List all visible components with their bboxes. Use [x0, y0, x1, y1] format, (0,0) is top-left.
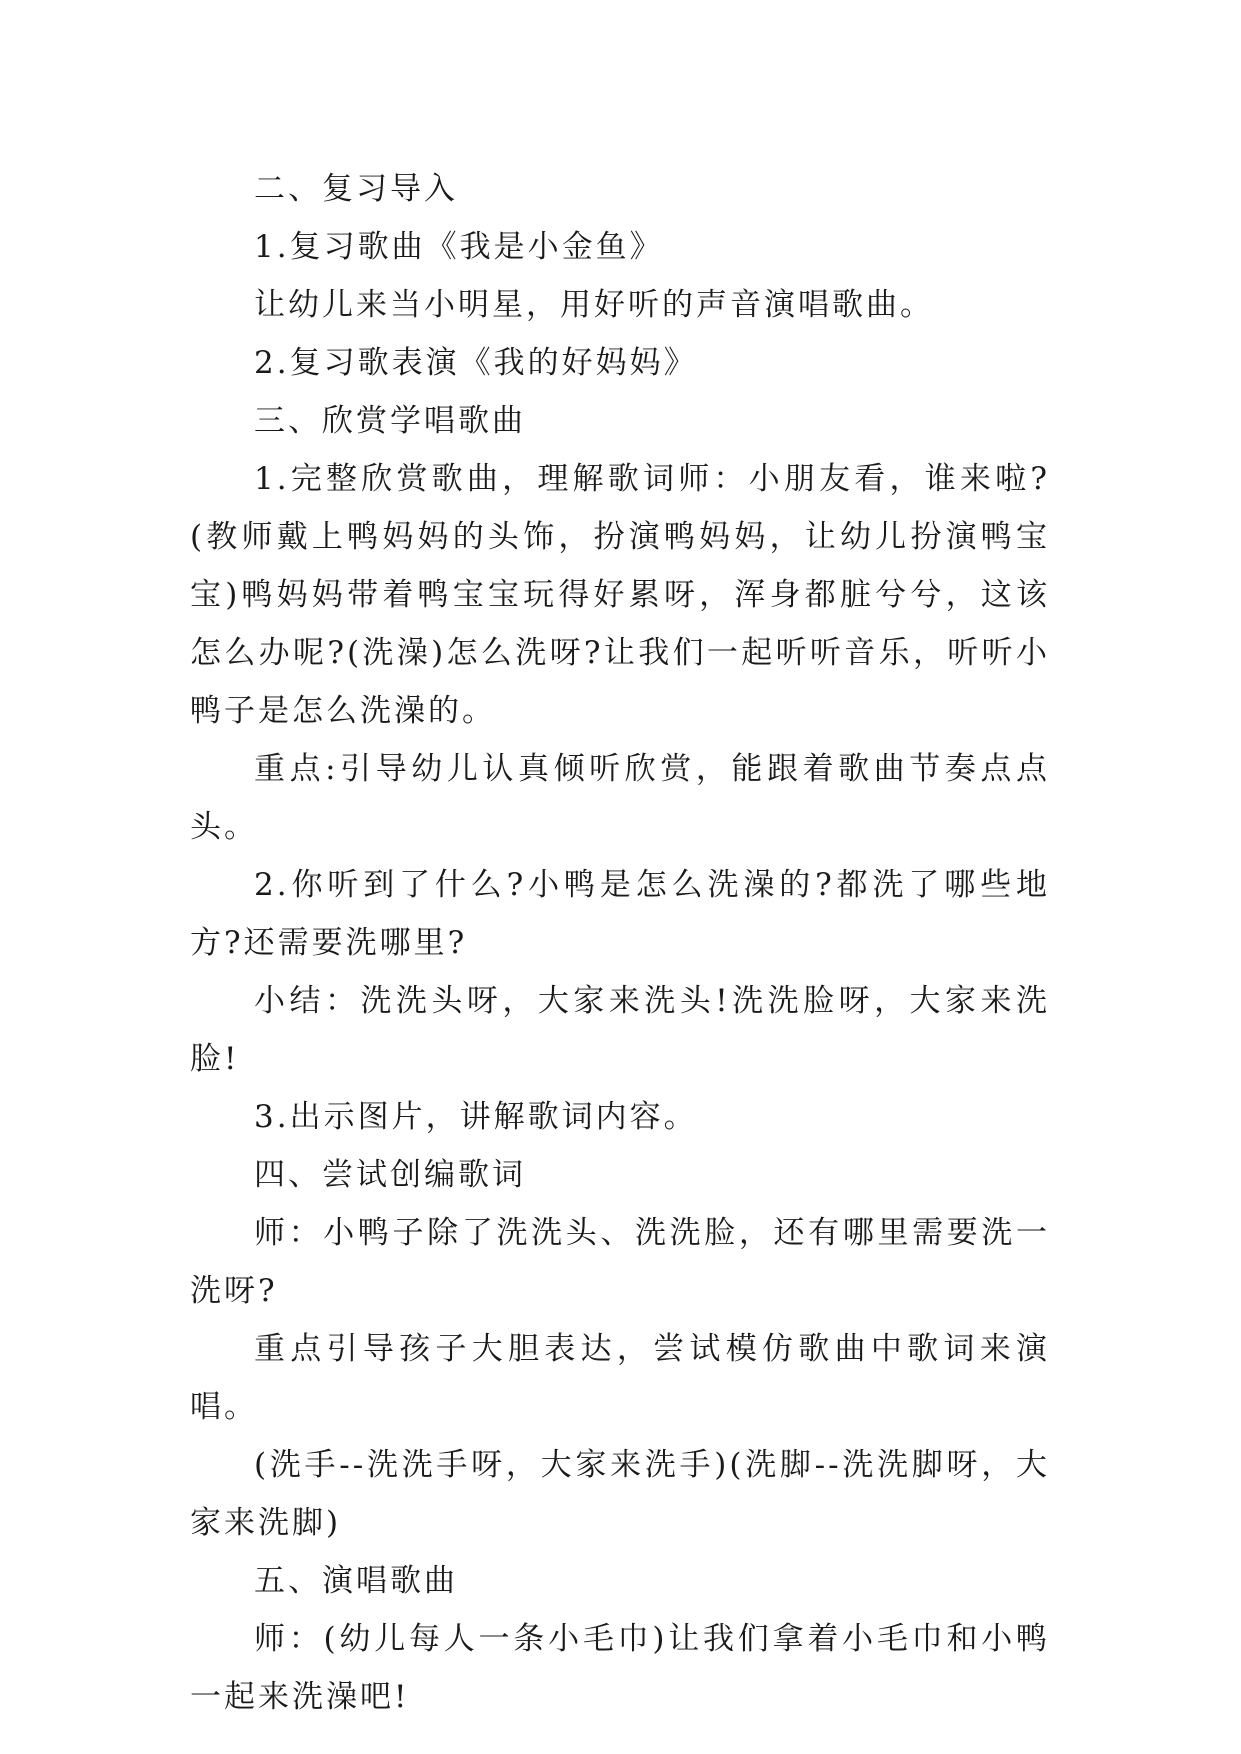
paragraph-show-pictures: 3.出示图片，讲解歌词内容。: [254, 1099, 698, 1135]
section-heading-review: 二、复习导入: [254, 171, 458, 207]
paragraph-summary: 小结：洗洗头呀，大家来洗头!洗洗脸呀，大家来洗脸!: [190, 983, 1050, 1077]
paragraph-towel-bath: 师：(幼儿每人一条小毛巾)让我们拿着小毛巾和小鸭一起来洗澡吧!: [190, 1621, 1050, 1715]
paragraph-questions: 2.你听到了什么?小鸭是怎么洗澡的?都洗了哪些地方?还需要洗哪里?: [190, 867, 1050, 961]
paragraph-full-appreciation: 1.完整欣赏歌曲，理解歌词师：小朋友看，谁来啦?(教师戴上鸭妈妈的头饰，扮演鸭妈妈，让幼儿扮演鸭宝宝)鸭妈妈带着鸭宝宝玩得好累呀，浑身都脏兮兮，这该怎么办呢?(洗澡)怎么洗呀?让我们一起听听音乐，听听小鸭子是怎么洗澡的。: [190, 461, 1050, 729]
section-heading-sing: 五、演唱歌曲: [254, 1563, 458, 1599]
paragraph-review-song: 1.复习歌曲《我是小金鱼》: [254, 229, 664, 265]
paragraph-review-performance: 2.复习歌表演《我的好妈妈》: [254, 345, 698, 381]
paragraph-key-point-express: 重点引导孩子大胆表达，尝试模仿歌曲中歌词来演唱。: [190, 1331, 1050, 1425]
document-body: [190, 160, 1050, 1726]
section-heading-create-lyrics: 四、尝试创编歌词: [254, 1157, 526, 1193]
paragraph-lyric-examples: (洗手--洗洗手呀，大家来洗手)(洗脚--洗洗脚呀，大家来洗脚): [190, 1447, 1050, 1541]
paragraph-key-point-listening: 重点:引导幼儿认真倾听欣赏，能跟着歌曲节奏点点头。: [190, 751, 1050, 845]
section-heading-appreciate: 三、欣赏学唱歌曲: [254, 403, 526, 439]
paragraph-teacher-question: 师：小鸭子除了洗洗头、洗洗脸，还有哪里需要洗一洗呀?: [190, 1215, 1050, 1309]
paragraph-little-star: 让幼儿来当小明星，用好听的声音演唱歌曲。: [254, 287, 934, 323]
